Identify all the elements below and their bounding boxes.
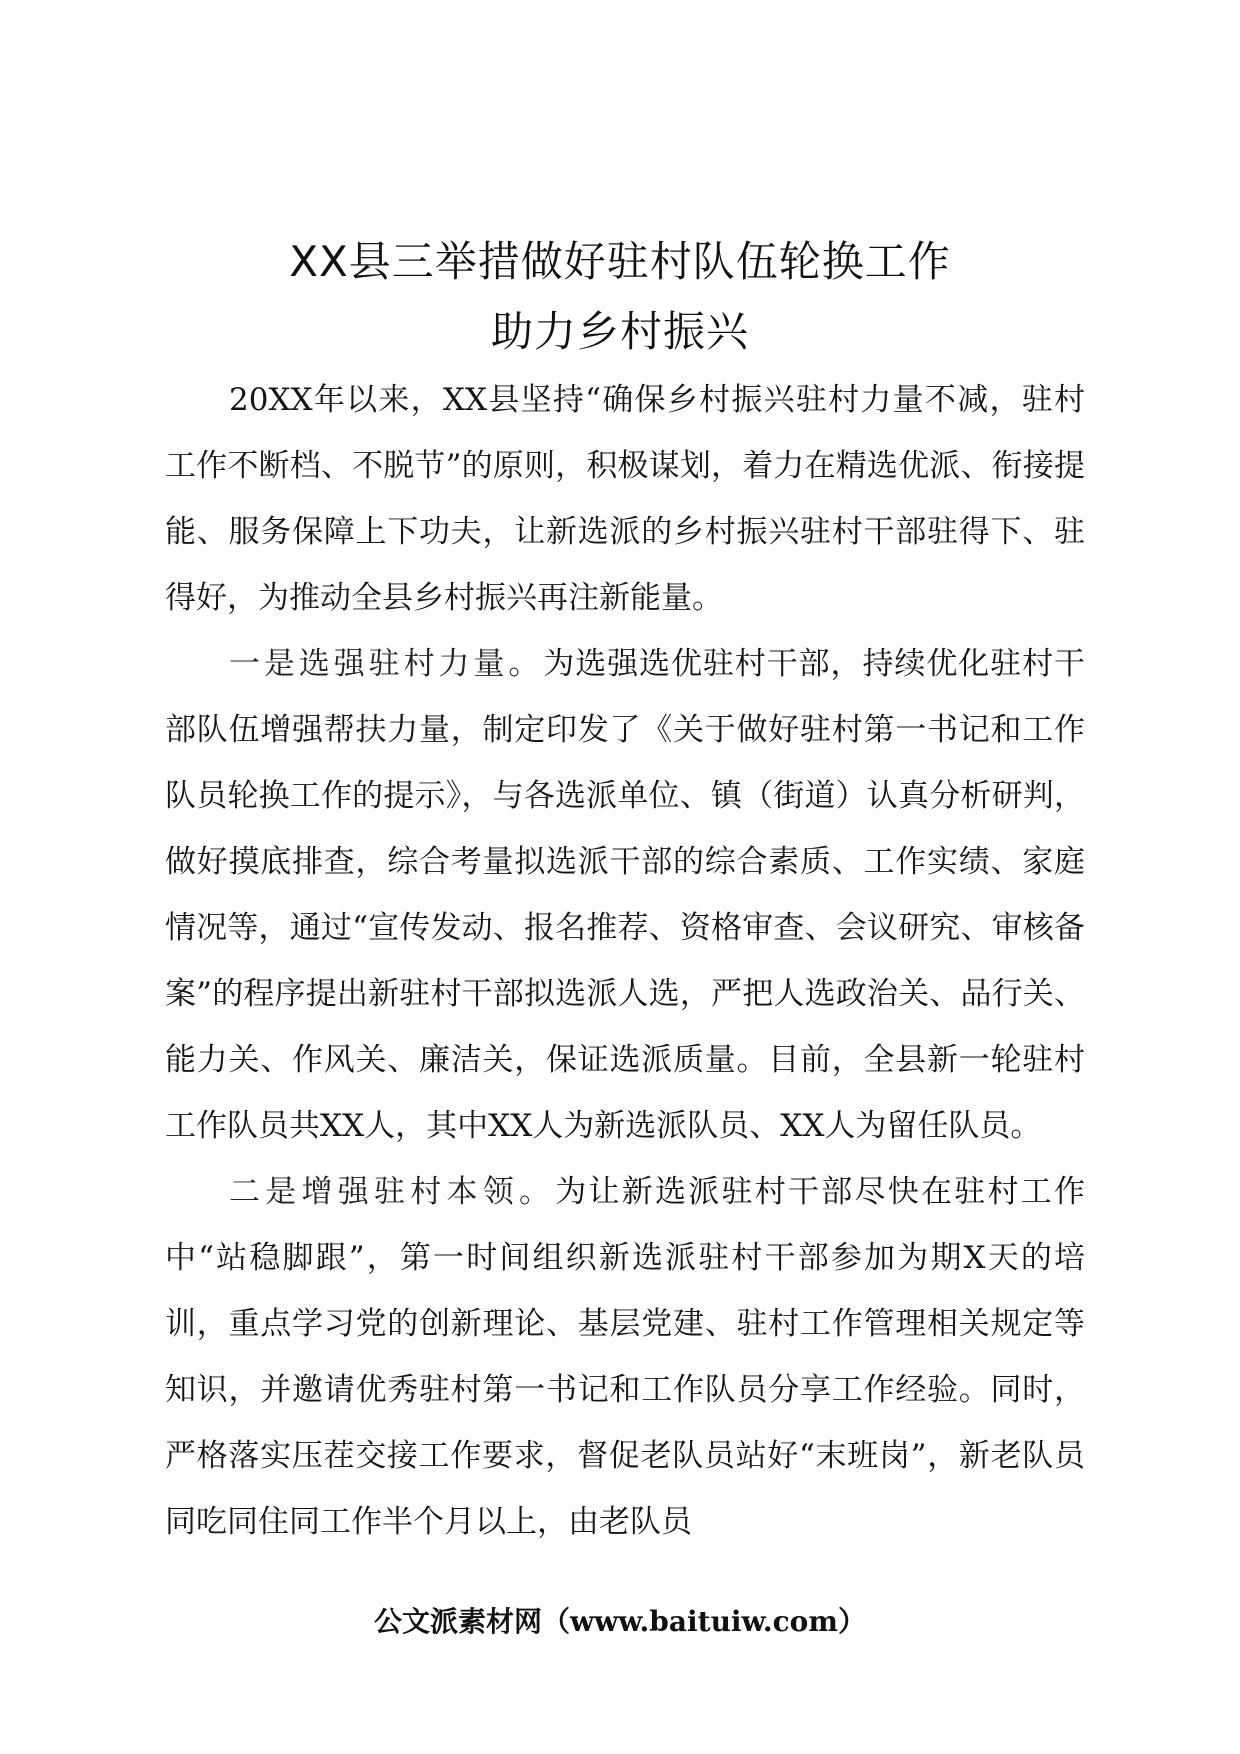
document-title-line2: 助力乡村振兴 [490, 307, 749, 356]
paragraph-intro-text: 20XX年以来，XX县坚持“确保乡村振兴驻村力量不减，驻村工作不断档、不脱节”的原则，积极谋划，着力在精选优派、衔接提能、服务保障上下功夫，让新选派的乡村振兴驻村干部驻得下、驻得好，为推动全县乡村振兴再注新能量。 [165, 382, 1085, 616]
paragraph-measure-2-lead: 二是增强驻村本领。 [229, 1174, 556, 1210]
paragraph-measure-1 [165, 631, 1085, 1159]
paragraph-intro [165, 367, 1085, 631]
document-title-line1: XX县三举措做好驻村队伍轮换工作 [289, 237, 951, 286]
footer-source: 公文派素材网（www.baituiw.com） [374, 1605, 866, 1638]
paragraph-measure-1-text: 为选强选优驻村干部，持续优化驻村干部队伍增强帮扶力量，制定印发了《关于做好驻村第一书记和工作队员轮换工作的提示》，与各选派单位、镇（街道）认真分析研判，做好摸底排查，综合考量拟选派干部的综合素质、工作实绩、家庭情况等，通过“宣传发动、报名推荐、资格审查、会议研究、审核备案”的程序提出新驻村干部拟选派人选，严把人选政治关、品行关、能力关、作风关、廉洁关，保证选派质量。目前，全县新一轮驻村工作队员共XX人，其中XX人为新选派队员、XX人为留任队员。 [165, 646, 1085, 1144]
paragraph-measure-2-text: 为让新选派驻村干部尽快在驻村工作中“站稳脚跟”，第一时间组织新选派驻村干部参加为期X天的培训，重点学习党的创新理论、基层党建、驻村工作管理相关规定等知识，并邀请优秀驻村第一书记和工作队员分享工作经验。同时，严格落实压茬交接工作要求，督促老队员站好“末班岗”，新老队员同吃同住同工作半个月以上，由老队员 [165, 1174, 1085, 1540]
document-body [165, 367, 1085, 1555]
paragraph-measure-2 [165, 1159, 1085, 1555]
paragraph-measure-1-lead: 一是选强驻村力量。 [229, 646, 544, 682]
